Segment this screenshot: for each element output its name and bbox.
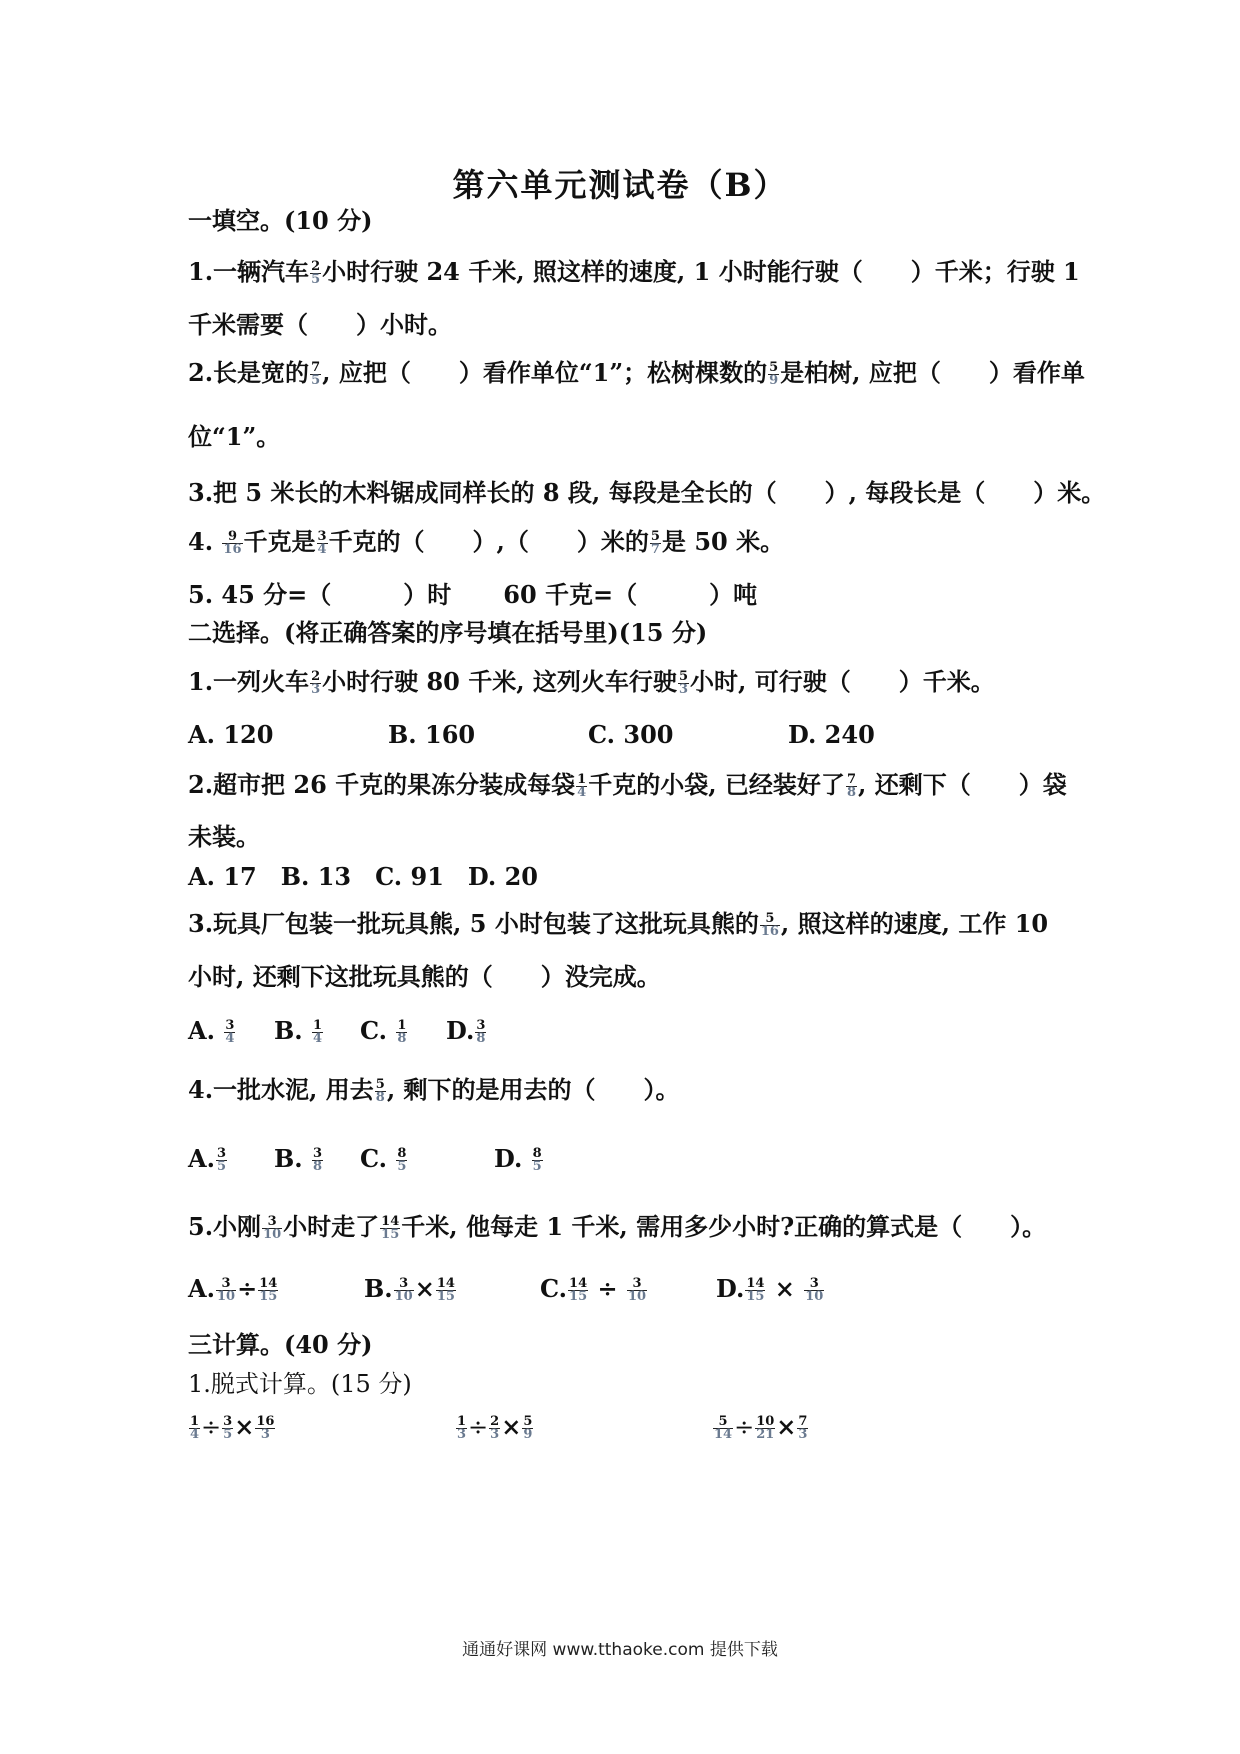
s1-q4-text-d: 是 50 米。: [661, 527, 785, 556]
s2-q5-option-a: A. $\frac{3}{10}$ ÷ $\frac{14}{15}$: [188, 1274, 278, 1304]
s2-q5-option-c: C. $\frac{14}{15}$ ÷ $\frac{3}{10}$: [540, 1274, 647, 1304]
s2-q1: [188, 665, 995, 699]
s1-q2-line1: [188, 356, 1085, 390]
s2-q1-text-c: 小时, 可行驶（ ）千米。: [689, 667, 995, 696]
s2-q1-option-b: B. 160: [388, 720, 476, 749]
s2-q3-line2: 小时, 还剩下这批玩具熊的（ ）没完成。: [188, 962, 661, 991]
s2-q1-fraction-2: $\frac{5}{3}$: [678, 669, 688, 697]
footer-credit: 通通好课网 www.tthaoke.com 提供下载: [462, 1640, 778, 1660]
s1-q4: [188, 525, 784, 559]
s1-q4-text-c: 千克的（ ）,（ ）米的: [328, 527, 649, 556]
page-title: 第六单元测试卷（B）: [452, 166, 788, 204]
s2-q2-fraction-1: $\frac{1}{4}$: [577, 772, 587, 800]
s2-q5-option-b: B. $\frac{3}{10}$ × $\frac{14}{15}$: [364, 1274, 455, 1304]
s2-q4-options: [188, 1142, 588, 1182]
s2-q5-option-d: D. $\frac{14}{15}$ × $\frac{3}{10}$: [716, 1274, 824, 1304]
s2-q2-line2: 未装。: [188, 822, 260, 851]
s2-q4-option-d: D. $\frac{8}{5}$: [494, 1144, 542, 1174]
s1-q5: [188, 578, 757, 612]
s1-q4-fraction-3: $\frac{5}{7}$: [650, 529, 660, 557]
s2-q3-line1: [188, 907, 1048, 941]
s2-q1-option-c: C. 300: [588, 720, 674, 749]
s2-q2-fraction-2: $\frac{7}{8}$: [846, 772, 856, 800]
s2-q4-text-a: 4.一批水泥, 用去: [188, 1075, 374, 1104]
s2-q3-option-a: A. $\frac{3}{4}$: [188, 1016, 235, 1046]
s2-q4-option-a: A. $\frac{3}{5}$: [188, 1144, 227, 1174]
s1-q2-text-c: 是柏树, 应把（ ）看作单: [780, 358, 1085, 387]
s2-q3-text-a: 3.玩具厂包装一批玩具熊, 5 小时包装了这批玩具熊的: [188, 909, 759, 938]
s1-q1-text-a: 1.一辆汽车: [188, 257, 310, 286]
s2-q3-options: [188, 1014, 588, 1054]
s2-q3-option-c: C. $\frac{1}{8}$: [360, 1016, 407, 1046]
s1-q4-fraction-1: $\frac{9}{16}$: [223, 529, 242, 557]
s2-q5-fraction-2: $\frac{14}{15}$: [381, 1214, 400, 1242]
section-2-header: 二选择。(将正确答案的序号填在括号里)(15 分): [188, 618, 708, 647]
s1-q4-text-b: 千克是: [243, 527, 316, 556]
s2-q4-option-b: B. $\frac{3}{8}$: [274, 1144, 323, 1174]
s1-q2-fraction-1: $\frac{7}{5}$: [311, 360, 321, 388]
s2-q2-text-c: , 还剩下（ ）袋: [857, 770, 1067, 799]
s2-q3-fraction: $\frac{5}{16}$: [760, 911, 779, 939]
s2-q5-options: [188, 1272, 908, 1312]
s2-q4-option-c: C. $\frac{8}{5}$: [360, 1144, 407, 1174]
s2-q1-option-d: D. 240: [788, 720, 875, 749]
s2-q1-option-a: A. 120: [188, 720, 274, 749]
s2-q5: [188, 1210, 1046, 1244]
s1-q4-fraction-2: $\frac{3}{4}$: [317, 529, 327, 557]
s1-q5-text-a: 5. 45 分=（ ）时: [188, 580, 452, 609]
s2-q1-fraction-1: $\frac{2}{3}$: [311, 669, 321, 697]
s3-expression-2: $\frac{1}{3}$ ÷ $\frac{2}{3}$ × $\frac{5}{9}$: [457, 1412, 533, 1442]
s1-q2-text-a: 2.长是宽的: [188, 358, 310, 387]
section-3-header: 三计算。(40 分): [188, 1330, 373, 1359]
s2-q2-line1: [188, 768, 1067, 802]
s2-q2-text-a: 2.超市把 26 千克的果冻分装成每袋: [188, 770, 576, 799]
s2-q4-fraction: $\frac{5}{8}$: [375, 1077, 385, 1105]
s2-q2-text-b: 千克的小袋, 已经装好了: [588, 770, 845, 799]
s1-q5-text-b: 60 千克=（ ）吨: [503, 580, 758, 609]
s2-q1-text-a: 1.一列火车: [188, 667, 310, 696]
s1-q3: 3.把 5 米长的木料锯成同样长的 8 段, 每段是全长的（ ）, 每段长是（ ）米。: [188, 478, 1106, 507]
section-1-header: 一填空。(10 分): [188, 206, 373, 235]
s2-q4-text-b: , 剩下的是用去的（ ）。: [386, 1075, 680, 1104]
s2-q5-text-b: 小时走了: [283, 1212, 380, 1241]
s2-q1-text-b: 小时行驶 80 千米, 这列火车行驶: [322, 667, 677, 696]
s2-q3-option-b: B. $\frac{1}{4}$: [274, 1016, 323, 1046]
section-3-sub-1: 1.脱式计算。(15 分): [188, 1370, 412, 1398]
s2-q5-fraction-1: $\frac{3}{10}$: [263, 1214, 282, 1242]
s2-q2-options: A. 17 B. 13 C. 91 D. 20: [188, 862, 538, 891]
s1-q2-text-b: , 应把（ ）看作单位“1”；松树棵数的: [322, 358, 768, 387]
s3-expressions: [188, 1410, 888, 1454]
s2-q4: [188, 1073, 680, 1107]
s1-q2-fraction-2: $\frac{5}{9}$: [769, 360, 779, 388]
s1-q1-fraction: $\frac{2}{5}$: [311, 259, 321, 287]
s2-q5-text-c: 千米, 他每走 1 千米, 需用多少小时?正确的算式是（ ）。: [401, 1212, 1047, 1241]
s2-q3-text-b: , 照这样的速度, 工作 10: [780, 909, 1049, 938]
s2-q3-option-d: D. $\frac{3}{8}$: [446, 1016, 486, 1046]
s1-q4-text-a: 4.: [188, 527, 222, 556]
s1-q1-line1: [188, 255, 1080, 289]
s2-q1-options: [188, 718, 1048, 752]
s1-q1-text-b: 小时行驶 24 千米, 照这样的速度, 1 小时能行驶（ ）千米；行驶 1: [322, 257, 1080, 286]
s2-q5-text-a: 5.小刚: [188, 1212, 262, 1241]
s1-q1-line2: 千米需要（ ）小时。: [188, 310, 452, 339]
s3-expression-3: $\frac{5}{14}$ ÷ $\frac{10}{21}$ × $\frac{7}{3}$: [714, 1412, 808, 1442]
s3-expression-1: $\frac{1}{4}$ ÷ $\frac{3}{5}$ × $\frac{16}{3}$: [190, 1412, 275, 1442]
s1-q2-line2: 位“1”。: [188, 422, 281, 451]
